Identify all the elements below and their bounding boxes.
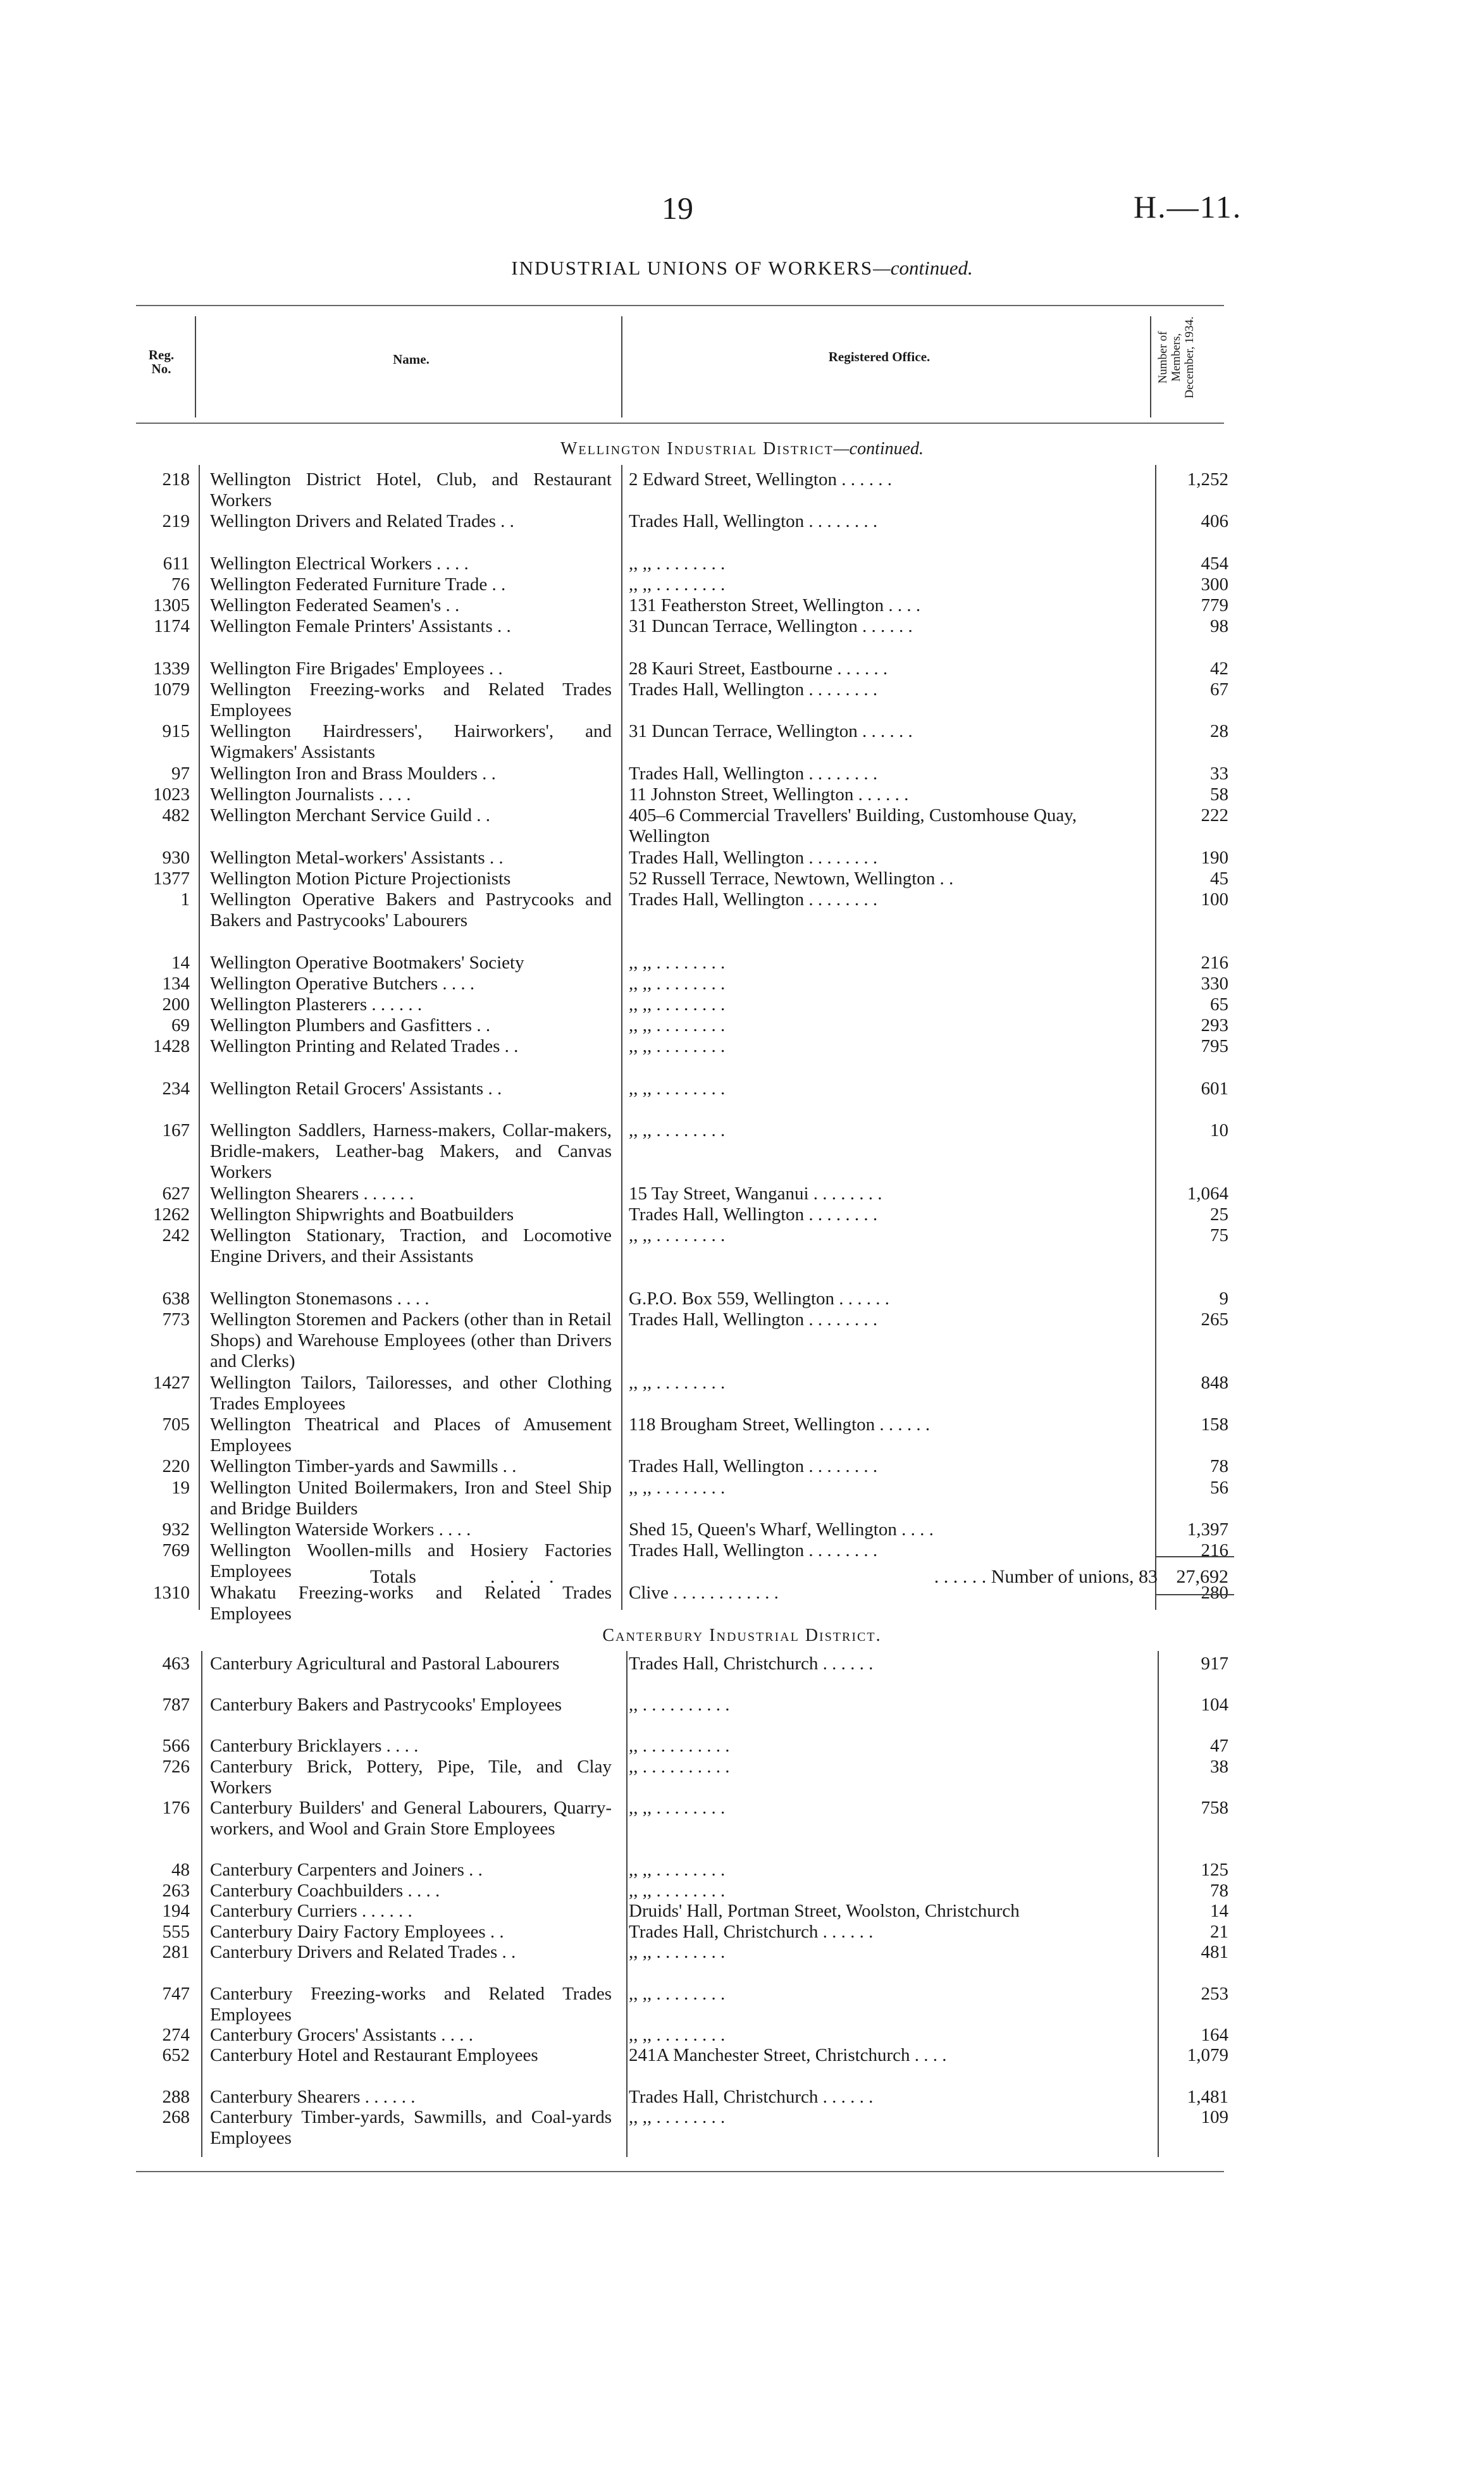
registered-office: Clive . . . . . . . . . . . . [629,1582,779,1603]
reg-no: 1174 [154,616,190,637]
registered-office: 15 Tay Street, Wanganui . . . . . . . . [629,1183,882,1204]
registered-office: 31 Duncan Terrace, Wellington . . . . . . [629,721,913,742]
member-count: 795 [1201,1036,1228,1057]
reg-no: 218 [162,469,190,490]
registered-office: Trades Hall, Christchurch . . . . . . [629,2086,874,2107]
header-bottom-rule [136,423,1224,424]
union-name: Wellington Stationary, Traction, and Locomotive Engine Drivers, and their Assistants [210,1225,612,1267]
section-canterbury: Canterbury Industrial District. [602,1626,882,1645]
union-name: Wellington Plumbers and Gasfitters . . [210,1015,491,1036]
reg-no: 1310 [153,1582,190,1603]
registered-office: ,, ,, . . . . . . . . [629,553,726,574]
header-name: Name. [393,352,430,367]
member-count: 253 [1201,1983,1228,2004]
member-count: 216 [1201,1540,1228,1561]
registered-office: Trades Hall, Christchurch . . . . . . [629,1654,874,1674]
union-name: Wellington Iron and Brass Moulders . . [210,763,496,784]
member-count: 300 [1201,574,1228,595]
union-name: Canterbury Timber-yards, Sawmills, and Coal-yards Employees [210,2107,612,2149]
union-name: Wellington Freezing-works and Related Trades Employees [210,679,612,720]
registered-office: ,, ,, . . . . . . . . [629,1225,726,1246]
union-name: Whakatu Freezing-works and Related Trades Employees [210,1582,612,1624]
union-name: Canterbury Builders' and General Labourers, Quarry-workers, and Wool and Grain Store Employees [210,1798,612,1839]
totals-unions: . . . . . . Number of unions, 83 [934,1566,1158,1587]
union-name: Canterbury Freezing-works and Related Trades Employees [210,1983,612,2025]
registered-office: 2 Edward Street, Wellington . . . . . . [629,469,892,490]
union-name: Wellington Fire Brigades' Employees . . [210,658,503,679]
registered-office: ,, . . . . . . . . . . [629,1736,730,1757]
reg-no: 14 [171,952,190,973]
registered-office: Trades Hall, Wellington . . . . . . . . [629,511,878,532]
registered-office: Trades Hall, Wellington . . . . . . . . [629,1204,878,1225]
registered-office: Trades Hall, Christchurch . . . . . . [629,1921,874,1942]
reg-no: 176 [162,1798,190,1819]
member-count: 33 [1210,763,1228,784]
member-count: 67 [1210,679,1228,700]
reg-no: 705 [162,1414,190,1435]
reg-no: 97 [171,763,190,784]
member-count: 47 [1210,1736,1228,1757]
reg-no: 482 [162,805,190,826]
reg-no: 932 [162,1519,190,1540]
registered-office: ,, ,, . . . . . . . . [629,1120,726,1141]
member-count: 481 [1201,1942,1228,1963]
member-count: 104 [1201,1695,1228,1716]
canterbury-col-name-line [626,1651,628,2157]
registered-office: Shed 15, Queen's Wharf, Wellington . . . . [629,1519,934,1540]
union-name: Wellington Shipwrights and Boatbuilders [210,1204,514,1225]
reg-no: 167 [162,1120,190,1141]
totals-label: Totals [370,1566,416,1587]
union-name: Canterbury Coachbuilders . . . . [210,1880,440,1901]
reg-no: 463 [162,1654,190,1674]
reg-no: 555 [162,1921,190,1942]
union-name: Wellington Hairdressers', Hairworkers', and Wigmakers' Assistants [210,721,612,763]
registered-office: 405–6 Commercial Travellers' Building, Customhouse Quay, Wellington [629,805,1077,847]
registered-office: Trades Hall, Wellington . . . . . . . . [629,1540,878,1561]
member-count: 280 [1201,1582,1228,1603]
header-office: Registered Office. [828,349,931,364]
member-count: 601 [1201,1078,1228,1099]
union-name: Wellington Drivers and Related Trades . . [210,511,514,532]
reg-no: 263 [162,1880,190,1901]
registered-office: ,, ,, . . . . . . . . [629,1983,726,2004]
reg-no: 281 [162,1942,190,1963]
registered-office: ,, ,, . . . . . . . . [629,1860,726,1880]
registered-office: Trades Hall, Wellington . . . . . . . . [629,763,878,784]
reg-no: 1023 [153,784,190,805]
registered-office: ,, ,, . . . . . . . . [629,1798,726,1819]
registered-office: ,, ,, . . . . . . . . [629,1372,726,1393]
reg-no: 76 [171,574,190,595]
canterbury-col-reg-line [201,1651,202,2157]
union-name: Wellington Federated Furniture Trade . . [210,574,506,595]
reg-no: 1339 [153,658,190,679]
title-continued: —continued. [873,257,973,279]
union-name: Wellington Timber-yards and Sawmills . . [210,1456,517,1477]
header-members: Number of Members, December, 1934. [1156,316,1196,399]
member-count: 265 [1201,1309,1228,1330]
union-name: Canterbury Shearers . . . . . . [210,2086,416,2107]
reg-no: 1262 [153,1204,190,1225]
registered-office: ,, ,, . . . . . . . . [629,952,726,973]
section-wellington [0,439,1484,459]
member-count: 1,397 [1187,1519,1228,1540]
member-count: 1,064 [1187,1183,1228,1204]
header-reg: Reg. No. [148,347,175,376]
union-name: Wellington Journalists . . . . [210,784,411,805]
member-count: 1,079 [1187,2045,1228,2066]
registered-office: ,, ,, . . . . . . . . [629,973,726,994]
union-name: Wellington Shearers . . . . . . [210,1183,414,1204]
registered-office: G.P.O. Box 559, Wellington . . . . . . [629,1288,890,1309]
member-count: 164 [1201,2024,1228,2045]
reg-no: 747 [162,1983,190,2004]
union-name: Canterbury Grocers' Assistants . . . . [210,2024,473,2045]
reg-no: 566 [162,1736,190,1757]
reg-no: 769 [162,1540,190,1561]
totals-bottom-rule [1155,1594,1234,1595]
union-name: Wellington Plasterers . . . . . . [210,994,423,1015]
member-count: 100 [1201,889,1228,910]
member-count: 14 [1210,1901,1228,1922]
registered-office: ,, . . . . . . . . . . [629,1695,730,1716]
member-count: 28 [1210,721,1228,742]
col-divider-name [621,316,622,417]
reg-no: 1428 [153,1036,190,1057]
reg-no: 915 [162,721,190,742]
header-top-rule [136,305,1224,306]
registered-office: Trades Hall, Wellington . . . . . . . . [629,847,878,868]
union-name: Canterbury Dairy Factory Employees . . [210,1921,504,1942]
bottom-rule [136,2171,1224,2172]
member-count: 38 [1210,1757,1228,1777]
reg-no: 627 [162,1183,190,1204]
registered-office: Trades Hall, Wellington . . . . . . . . [629,1309,878,1330]
registered-office: 241A Manchester Street, Christchurch . . . . [629,2045,947,2066]
union-name: Wellington Saddlers, Harness-makers, Collar-makers, Bridle-makers, Leather-bag Makers, and Canvas Workers [210,1120,612,1183]
member-count: 42 [1210,658,1228,679]
union-name: Wellington District Hotel, Club, and Restaurant Workers [210,469,612,510]
registered-office: 11 Johnston Street, Wellington . . . . . . [629,784,909,805]
member-count: 779 [1201,595,1228,616]
member-count: 109 [1201,2107,1228,2128]
reg-no: 1079 [153,679,190,700]
member-count: 917 [1201,1654,1228,1674]
reg-no: 19 [171,1477,190,1498]
member-count: 56 [1210,1477,1228,1498]
union-name: Wellington Storemen and Packers (other than in Retail Shops) and Warehouse Employees (other than Drivers and Clerks) [210,1309,612,1371]
registered-office: ,, ,, . . . . . . . . [629,1078,726,1099]
member-count: 65 [1210,994,1228,1015]
reg-no: 242 [162,1225,190,1246]
reg-no: 268 [162,2107,190,2128]
union-name: Canterbury Curriers . . . . . . [210,1901,412,1922]
reg-no: 1305 [153,595,190,616]
reg-no: 1377 [153,868,190,889]
section-wellington-title: Wellington Industrial District [560,439,834,459]
reg-no: 134 [162,973,190,994]
reg-no: 234 [162,1078,190,1099]
union-name: Wellington Electrical Workers . . . . [210,553,469,574]
reg-no: 288 [162,2086,190,2107]
wellington-col-name-line [621,465,622,1610]
reg-no: 1 [180,889,190,910]
member-count: 1,252 [1187,469,1228,490]
reg-no: 48 [171,1860,190,1880]
reg-no: 219 [162,511,190,532]
member-count: 78 [1210,1456,1228,1477]
union-name: Wellington Woollen-mills and Hosiery Factories Employees [210,1540,612,1582]
member-count: 1,481 [1187,2086,1228,2107]
union-name: Canterbury Drivers and Related Trades . . [210,1942,516,1963]
member-count: 98 [1210,616,1228,637]
registered-office: 52 Russell Terrace, Newtown, Wellington . . [629,868,954,889]
reg-no: 726 [162,1757,190,1777]
member-count: 758 [1201,1798,1228,1819]
totals-members: 27,692 [1176,1566,1228,1587]
member-count: 10 [1210,1120,1228,1141]
title-main: INDUSTRIAL UNIONS OF WORKERS [511,257,874,279]
member-count: 78 [1210,1880,1228,1901]
registered-office: ,, ,, . . . . . . . . [629,574,726,595]
union-name: Wellington Operative Butchers . . . . [210,973,475,994]
member-count: 21 [1210,1921,1228,1942]
reg-no: 930 [162,847,190,868]
reg-no: 69 [171,1015,190,1036]
union-name: Canterbury Carpenters and Joiners . . [210,1860,483,1880]
member-count: 25 [1210,1204,1228,1225]
section-wellington-cont: —continued. [833,439,924,459]
union-name: Wellington Theatrical and Places of Amusement Employees [210,1414,612,1456]
member-count: 454 [1201,553,1228,574]
member-count: 75 [1210,1225,1228,1246]
union-name: Wellington Tailors, Tailoresses, and other Clothing Trades Employees [210,1372,612,1414]
reg-no: 194 [162,1901,190,1922]
union-name: Wellington Operative Bootmakers' Society [210,952,524,973]
totals-top-rule [1155,1556,1234,1557]
member-count: 293 [1201,1015,1228,1036]
reg-no: 787 [162,1695,190,1716]
registered-office: ,, ,, . . . . . . . . [629,994,726,1015]
reg-no: 638 [162,1288,190,1309]
union-name: Wellington United Boilermakers, Iron and Steel Ship and Bridge Builders [210,1477,612,1519]
registered-office: ,, ,, . . . . . . . . [629,1036,726,1057]
col-divider-office [1150,316,1151,417]
page-title [0,257,1484,280]
reg-no: 611 [163,553,190,574]
union-name: Wellington Waterside Workers . . . . [210,1519,471,1540]
union-name: Canterbury Brick, Pottery, Pipe, Tile, and Clay Workers [210,1757,612,1798]
union-name: Wellington Motion Picture Projectionists [210,868,511,889]
page-number: 19 [662,190,693,226]
registered-office: ,, ,, . . . . . . . . [629,2107,726,2128]
registered-office: 31 Duncan Terrace, Wellington . . . . . . [629,616,913,637]
union-name: Canterbury Bricklayers . . . . [210,1736,419,1757]
member-count: 216 [1201,952,1228,973]
member-count: 848 [1201,1372,1228,1393]
registered-office: 28 Kauri Street, Eastbourne . . . . . . [629,658,888,679]
registered-office: 131 Featherston Street, Wellington . . . . [629,595,921,616]
totals-dots: . . . . [490,1566,559,1587]
reg-no: 652 [162,2045,190,2066]
registered-office: ,, . . . . . . . . . . [629,1757,730,1777]
wellington-col-office-line [1155,465,1156,1610]
registered-office: ,, ,, . . . . . . . . [629,1880,726,1901]
member-count: 330 [1201,973,1228,994]
reg-no: 200 [162,994,190,1015]
reg-no: 220 [162,1456,190,1477]
member-count: 9 [1219,1288,1228,1309]
col-divider-reg [195,316,196,417]
union-name: Canterbury Agricultural and Pastoral Labourers [210,1654,560,1674]
reg-no: 274 [162,2024,190,2045]
member-count: 58 [1210,784,1228,805]
reg-no: 1427 [153,1372,190,1393]
registered-office: Trades Hall, Wellington . . . . . . . . [629,1456,878,1477]
registered-office: ,, ,, . . . . . . . . [629,1942,726,1963]
registered-office: ,, ,, . . . . . . . . [629,2024,726,2045]
member-count: 125 [1201,1860,1228,1880]
registered-office: 118 Brougham Street, Wellington . . . . . . [629,1414,931,1435]
union-name: Canterbury Bakers and Pastrycooks' Employees [210,1695,562,1716]
reg-no: 773 [162,1309,190,1330]
registered-office: Trades Hall, Wellington . . . . . . . . [629,889,878,910]
union-name: Wellington Retail Grocers' Assistants . . [210,1078,502,1099]
union-name: Wellington Female Printers' Assistants . . [210,616,511,637]
union-name: Wellington Stonemasons . . . . [210,1288,430,1309]
union-name: Wellington Federated Seamen's . . [210,595,460,616]
union-name: Wellington Printing and Related Trades . . [210,1036,519,1057]
registered-office: ,, ,, . . . . . . . . [629,1015,726,1036]
registered-office: ,, ,, . . . . . . . . [629,1477,726,1498]
union-name: Wellington Metal-workers' Assistants . . [210,847,504,868]
page-reference: H.—11. [1134,189,1242,225]
member-count: 45 [1210,868,1228,889]
union-name: Wellington Operative Bakers and Pastrycooks and Bakers and Pastrycooks' Labourers [210,889,612,930]
member-count: 222 [1201,805,1228,826]
registered-office: Druids' Hall, Portman Street, Woolston, Christchurch [629,1901,1020,1922]
wellington-col-reg-line [199,465,200,1610]
union-name: Canterbury Hotel and Restaurant Employees [210,2045,538,2066]
union-name: Wellington Merchant Service Guild . . [210,805,491,826]
member-count: 158 [1201,1414,1228,1435]
registered-office: Trades Hall, Wellington . . . . . . . . [629,679,878,700]
member-count: 190 [1201,847,1228,868]
member-count: 406 [1201,511,1228,532]
